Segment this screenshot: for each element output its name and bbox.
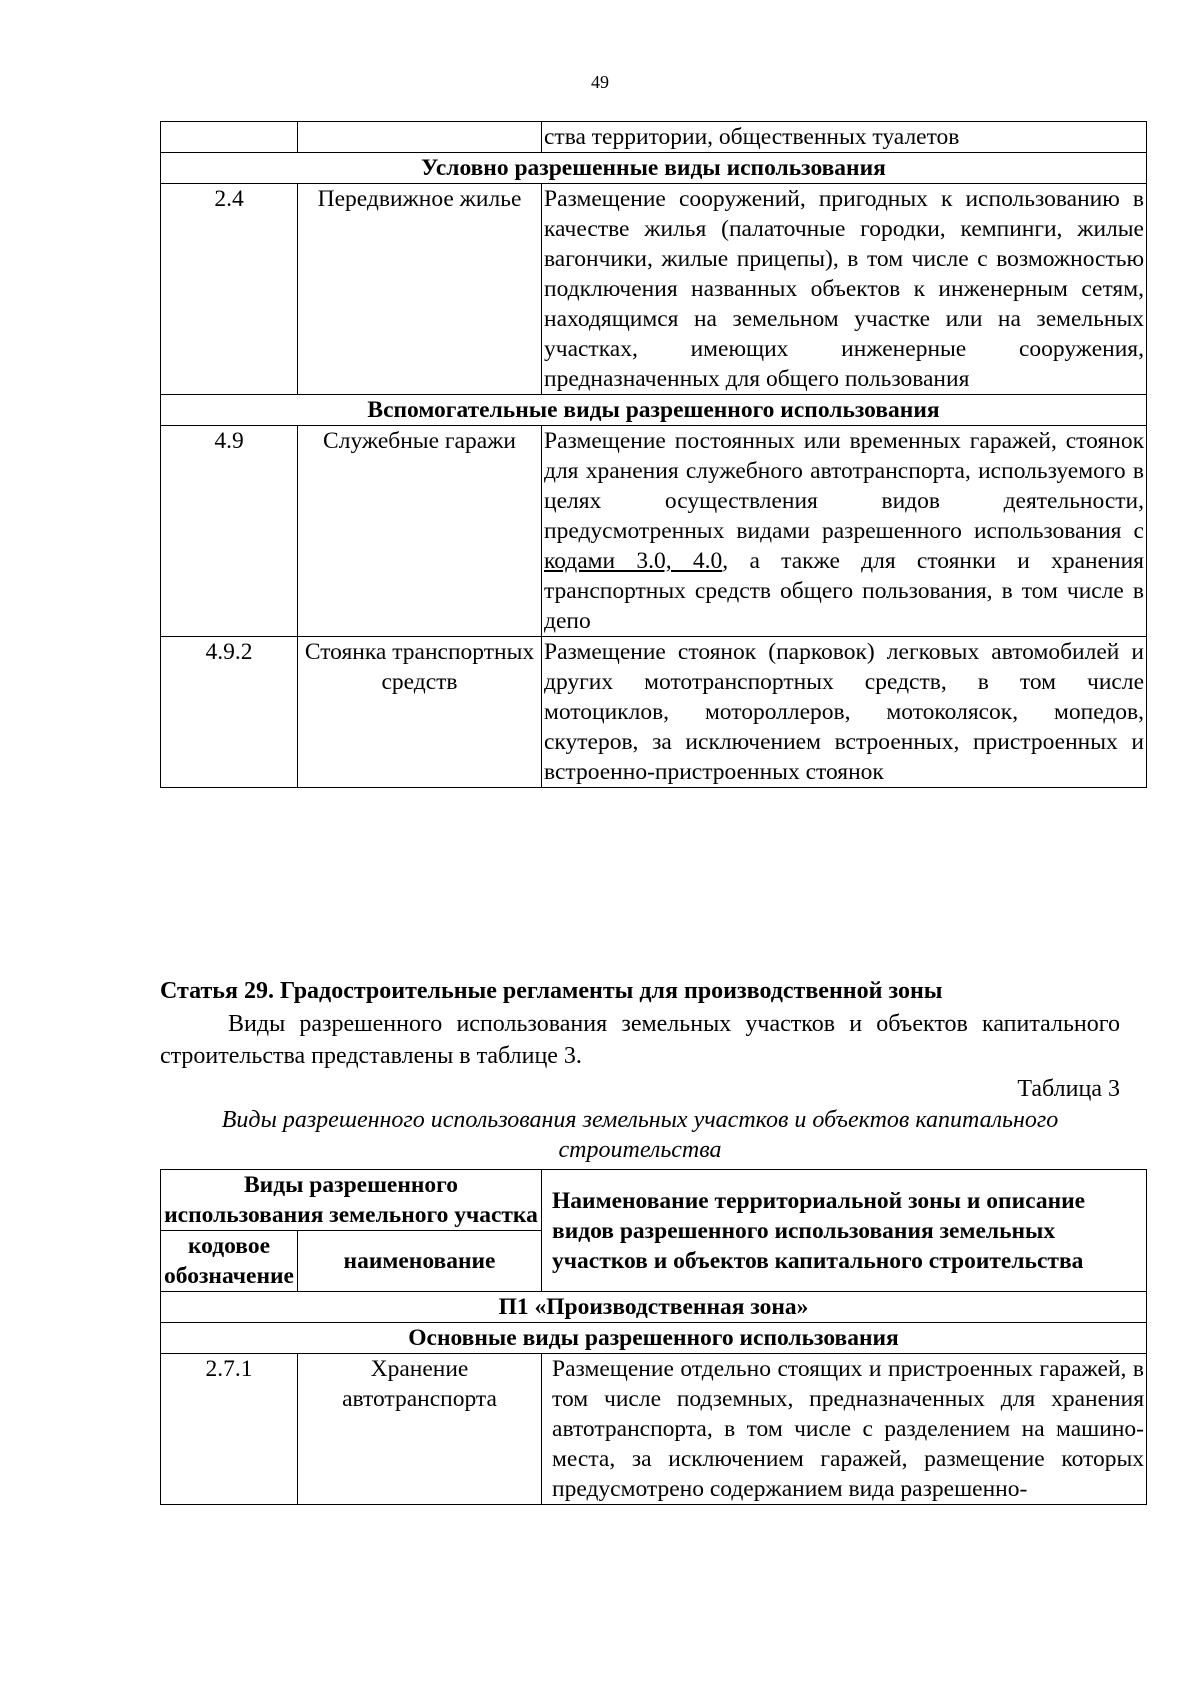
header-description: Наименование территориальной зоны и описание видов разрешенного использования земельных участков и объектов капитального строительства <box>542 1170 1147 1292</box>
description-cell: Размещение отдельно стоящих и пристроенных гаражей, в том числе подземных, предназначенных для хранения автотранспорта, в том числе с разделением на машино-места, за исключением гаражей, размещение которых предусмотрено содержанием вида разрешенно- <box>542 1354 1147 1505</box>
zone-title: П1 «Производственная зона» <box>161 1292 1147 1323</box>
section-row <box>161 153 1147 184</box>
zone-row <box>161 1292 1147 1323</box>
name-cell <box>298 122 542 153</box>
description-cell: Размещение сооружений, пригодных к использованию в качестве жилья (палаточные городки, кемпинги, жилые вагончики, жилые прицепы), в том числе с возможностью подключения названных объектов к инженерным сетям, находящимся на земельном участке или на земельных участках, имеющих инженерные сооружения, предназначенных для общего пользования <box>542 184 1147 395</box>
header-code: кодовое обозначение <box>161 1231 298 1292</box>
code-cell: 4.9 <box>161 426 298 637</box>
page-number: 49 <box>591 72 609 92</box>
name-cell: Стоянка транспортных средств <box>298 637 542 788</box>
section-title-conditional: Условно разрешенные виды использования <box>161 153 1147 184</box>
name-cell: Хранение автотранспорта <box>298 1354 542 1505</box>
table-row <box>161 637 1147 788</box>
land-use-table-3 <box>160 1169 1147 1505</box>
table-label: Таблица 3 <box>1017 1076 1120 1102</box>
code-cell: 2.7.1 <box>161 1354 298 1505</box>
name-cell: Передвижное жилье <box>298 184 542 395</box>
description-text: Размещение постоянных или временных гаражей, стоянок для хранения служебного автотранспорта, используемого в целях осуществления видов деятельности, предусмотренных видами разрешенного использования с <box>544 428 1144 544</box>
table-row <box>161 184 1147 395</box>
table-caption: Виды разрешенного использования земельных участков и объектов капитального строительства <box>221 1107 1059 1163</box>
header-name: наименование <box>298 1231 542 1292</box>
header-group: Виды разрешенного использования земельного участка <box>161 1170 542 1231</box>
table-row <box>161 122 1147 153</box>
article-heading: Статья 29. Градостроительные регламенты для производственной зоны <box>160 978 943 1004</box>
section-title-auxiliary: Вспомогательные виды разрешенного использования <box>161 395 1147 426</box>
article-paragraph: Виды разрешенного использования земельных участков и объектов капитального строительства представлены в таблице 3. <box>160 1011 1120 1069</box>
name-cell: Служебные гаражи <box>298 426 542 637</box>
section-title-main: Основные виды разрешенного использования <box>161 1323 1147 1354</box>
description-cell <box>542 426 1147 637</box>
description-cell: Размещение стоянок (парковок) легковых автомобилей и других мототранспортных средств, в том числе мотоциклов, мотороллеров, мотоколясок, мопедов, скутеров, за исключением встроенных, пристроенных и встроенно-пристроенных стоянок <box>542 637 1147 788</box>
section-row <box>161 395 1147 426</box>
header-row <box>161 1170 1147 1231</box>
land-use-table-continued <box>160 121 1147 788</box>
description-text: , а также для стоянки и хранения транспортных средств общего пользования, в том числе в депо <box>544 548 1144 634</box>
code-cell: 4.9.2 <box>161 637 298 788</box>
section-row <box>161 1323 1147 1354</box>
codes-link[interactable]: кодами 3.0, 4.0 <box>544 548 723 574</box>
table-row <box>161 1354 1147 1505</box>
description-cell: ства территории, общественных туалетов <box>542 122 1147 153</box>
table-row <box>161 426 1147 637</box>
code-cell: 2.4 <box>161 184 298 395</box>
code-cell <box>161 122 298 153</box>
